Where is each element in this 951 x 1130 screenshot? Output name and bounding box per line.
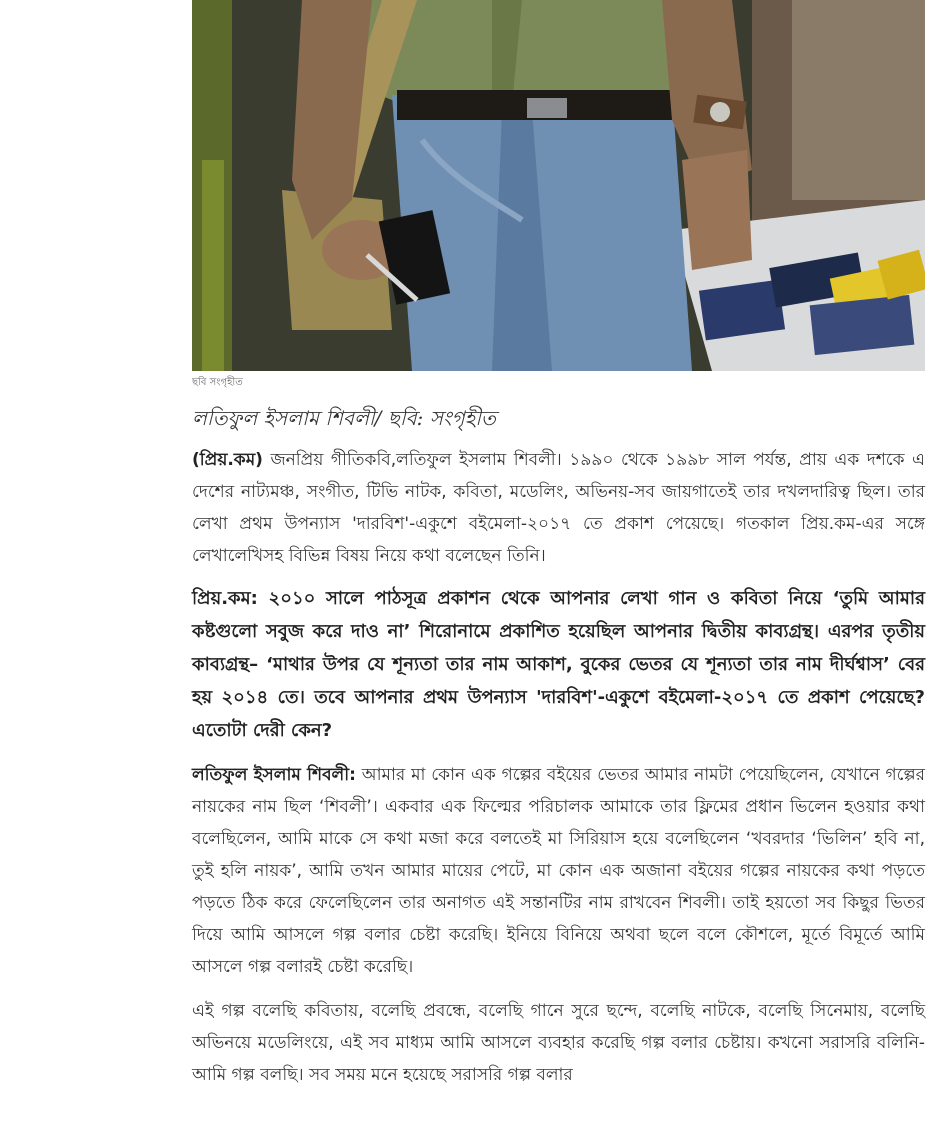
continuation-paragraph: এই গল্প বলেছি কবিতায়, বলেছি প্রবন্ধে, বলেছি গানে সুরে ছন্দে, বলেছি নাটকে, বলেছি সিনেমায়, বলেছি অভিনয়ে মডেলিংয়ে, এই সব মাধ্যম আমি আসলে ব্যবহার করেছি গল্প বলার চেষ্টায়। কখনো সরাসরি বলিনি- আমি গল্প বলছি। সব সময় মনে হয়েছে সরাসরি গল্প বলার <box>192 1001 925 1085</box>
article-photo <box>192 0 925 371</box>
article <box>192 0 925 1091</box>
intro-paragraph <box>192 444 925 572</box>
answer-text: আমার মা কোন এক গল্পের বইয়ের ভেতর আমার নামটা পেয়েছিলেন, যেখানে গল্পের নায়কের নাম ছিল ‘শিবলী’। একবার এক ফিল্মের পরিচালক আমাকে তার ফ্লিমের প্রধান ভিলেন হওয়ার কথা বলেছিলেন, আমি মাকে সে কথা মজা করে বলতেই মা সিরিয়াস হয়ে বলেছিলেন ‘খবরদার ‘ভিলিন’ হবি না, তুই হলি নায়ক’, আমি তখন আমার মায়ের পেটে, মা কোন এক অজানা বইয়ের গল্পের নায়কের কথা পড়তে পড়তে ঠিক করে ফেলেছিলেন তার অনাগত এই সন্তানটির নাম রাখবেন শিবলী। তাই হয়তো সব কিছুর ভিতর দিয়ে আমি আসলে গল্প বলার চেষ্টা করেছি। ইনিয়ে বিনিয়ে অথবা ছলে বলে কৌশলে, মূর্তে বিমূর্তে আমি আসলে গল্প বলারই চেষ্টা করেছি। <box>192 765 925 977</box>
source-label: (প্রিয়.কম) <box>192 450 263 470</box>
interview-question: প্রিয়.কম: ২০১০ সালে পাঠসূত্র প্রকাশন থেকে আপনার লেখা গান ও কবিতা নিয়ে ‘তুমি আমার কষ্টগুলো সবুজ করে দাও না’ শিরোনামে প্রকাশিত হয়েছিল আপনার দ্বিতীয় কাব্যগ্রন্থ। এরপর তৃতীয় কাব্যগ্রন্থ– ‘মাথার উপর যে শূন্যতা তার নাম আকাশ, বুকের ভেতর যে শূন্যতা তার নাম দীর্ঘশ্বাস’ বের হয় ২০১৪ তে। তবে আপনার প্রথম উপন্যাস 'দারবিশ'-একুশে বইমেলা-২০১৭ তে প্রকাশ পেয়েছে? এতোটা দেরী কেন? <box>192 588 925 741</box>
photo-illustration <box>192 0 925 371</box>
answer-speaker: লতিফুল ইসলাম শিবলী: <box>192 765 356 785</box>
photo-caption: লতিফুল ইসলাম শিবলী/ ছবি: সংগৃহীত <box>192 406 496 430</box>
interview-answer <box>192 759 925 983</box>
intro-text: জনপ্রিয় গীতিকবি,লতিফুল ইসলাম শিবলী। ১৯৯০ থেকে ১৯৯৮ সাল পর্যন্ত, প্রায় এক দশকে এ দেশের নাট্যমঞ্চ, সংগীত, টিভি নাটক, কবিতা, মডেলিং, অভিনয়-সব জায়গাতেই তার দখলদারিত্ব ছিল। তার লেখা প্রথম উপন্যাস 'দারবিশ'-একুশে বইমেলা-২০১৭ তে প্রকাশ পেয়েছে। গতকাল প্রিয়.কম-এর সঙ্গে লেখালেখিসহ বিভিন্ন বিষয় নিয়ে কথা বলেছেন তিনি। <box>192 450 925 566</box>
photo-credit: ছবি সংগৃহীত <box>192 377 243 388</box>
